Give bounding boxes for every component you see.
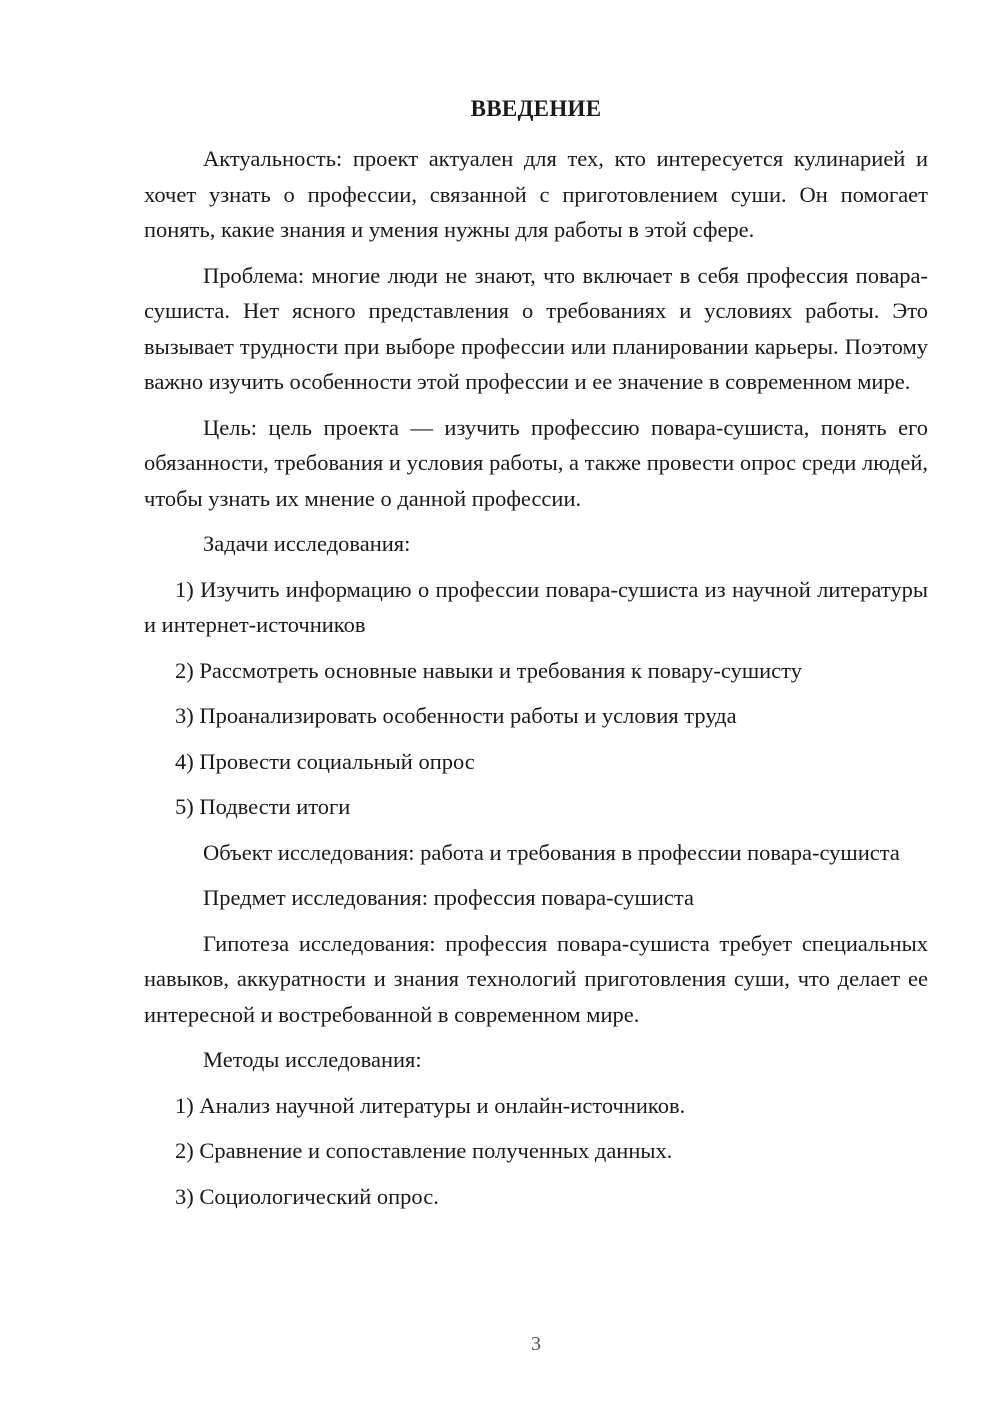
- task-item: 3) Проанализировать особенности работы и условия труда: [175, 703, 737, 728]
- methods-heading: Методы исследования:: [203, 1047, 422, 1072]
- paragraph-problem: Проблема: многие люди не знают, что включает в себя профессия повара-сушиста. Нет ясного представления о требованиях и условиях работы. Это вызывает трудности при выборе профессии или планировании карьеры. Поэтому важно изучить особенности этой профессии и ее значение в современном мире.: [144, 262, 928, 394]
- paragraph-relevance: Актуальность: проект актуален для тех, кто интересуется кулинарией и хочет узнать о профессии, связанной с приготовлением суши. Он помогает понять, какие знания и умения нужны для работы в этой сфере.: [144, 146, 928, 242]
- page-number: 3: [531, 1333, 541, 1355]
- paragraph-subject: Предмет исследования: профессия повара-сушиста: [203, 885, 694, 910]
- task-item: 1) Изучить информацию о профессии повара-сушиста из научной литературы и интернет-источников: [144, 576, 928, 637]
- paragraph-hypothesis: Гипотеза исследования: профессия повара-сушиста требует специальных навыков, аккуратности и знания технологий приготовления суши, что делает ее интересной и востребованной в современном мире.: [144, 930, 928, 1027]
- page-title: ВВЕДЕНИЕ: [470, 96, 602, 121]
- method-item: 2) Сравнение и сопоставление полученных данных.: [175, 1138, 673, 1163]
- tasks-heading: Задачи исследования:: [203, 531, 411, 556]
- task-item: 5) Подвести итоги: [175, 794, 351, 819]
- document-body: [144, 141, 928, 1224]
- paragraph-goal: Цель: цель проекта — изучить профессию повара-сушиста, понять его обязанности, требования и условия работы, а также провести опрос среди людей, чтобы узнать их мнение о данной профессии.: [144, 414, 928, 511]
- paragraph-object: Объект исследования: работа и требования в профессии повара-сушиста: [203, 839, 900, 865]
- method-item: 3) Социологический опрос.: [175, 1183, 439, 1209]
- method-item: 1) Анализ научной литературы и онлайн-источников.: [175, 1092, 686, 1118]
- task-item: 2) Рассмотреть основные навыки и требования к повару-сушисту: [175, 657, 802, 683]
- task-item: 4) Провести социальный опрос: [175, 748, 475, 774]
